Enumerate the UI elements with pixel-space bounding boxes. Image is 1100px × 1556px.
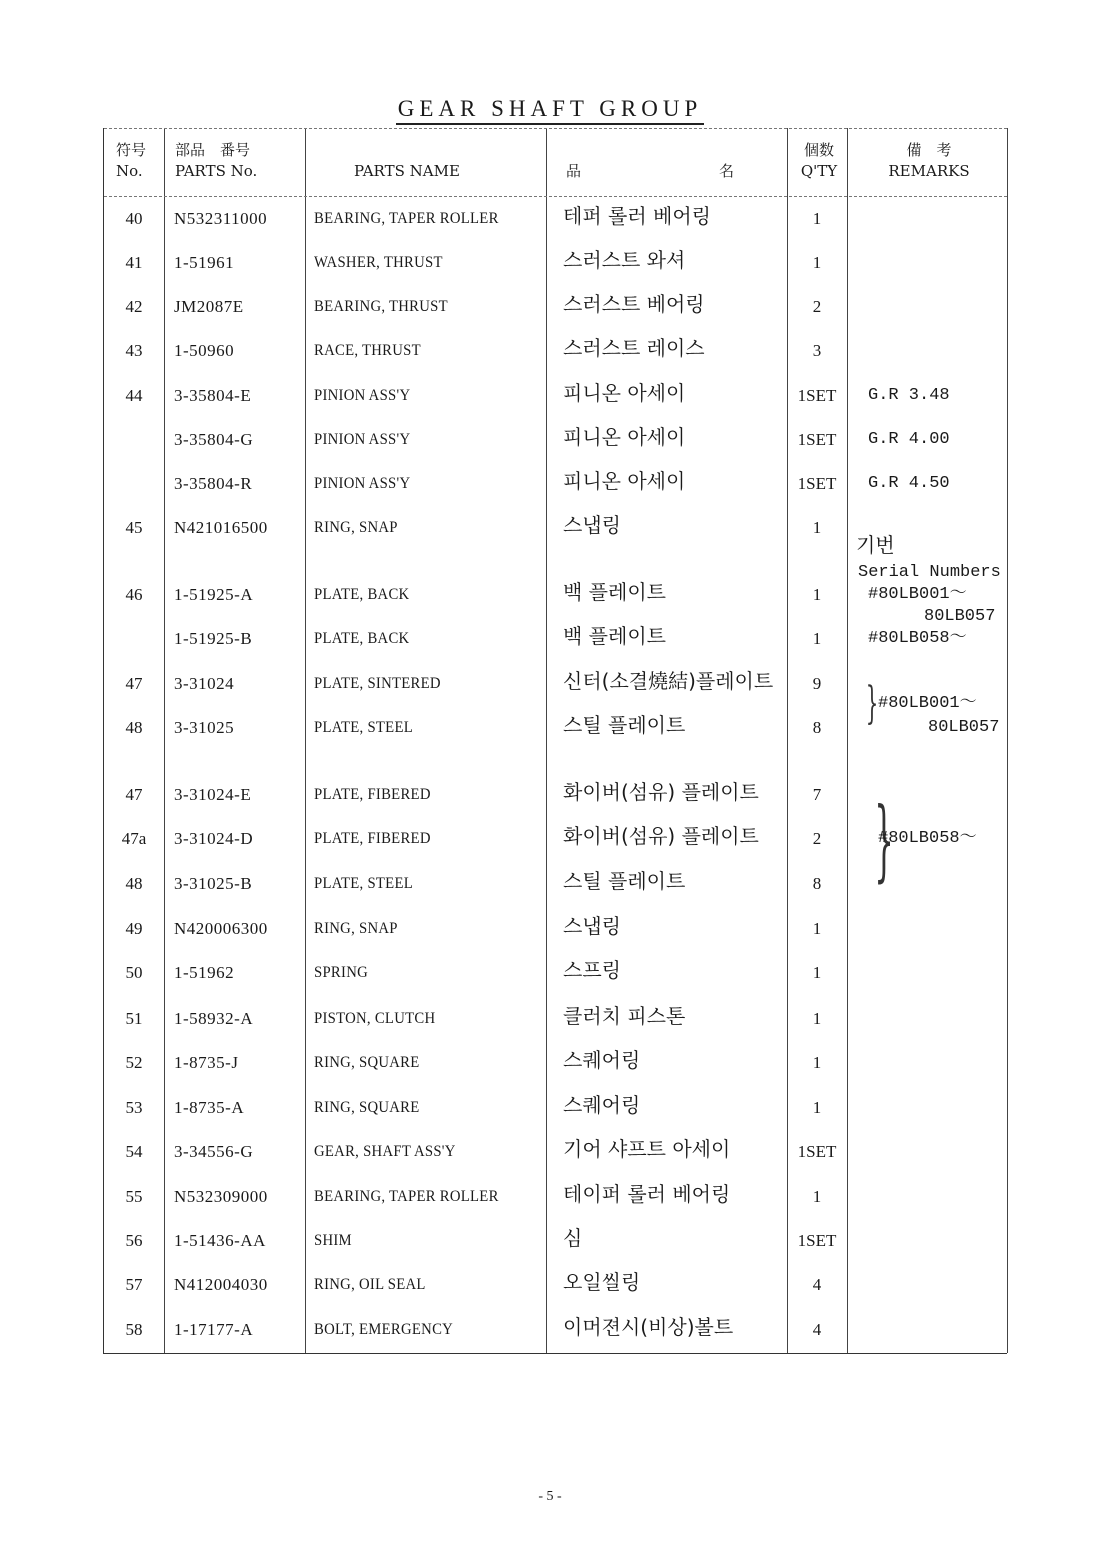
- parts-table: [103, 128, 1007, 1354]
- column-divider: [546, 128, 547, 1353]
- row-number: 53: [125, 1098, 143, 1117]
- part-name: BEARING, TAPER ROLLER: [314, 210, 499, 227]
- part-name: PINION ASS'Y: [314, 387, 411, 404]
- part-name: RING, SNAP: [314, 920, 398, 937]
- korean-name: 스러스트 와셔: [563, 248, 686, 272]
- quantity: 1: [812, 209, 822, 228]
- part-number: 1-51962: [174, 963, 235, 982]
- remark-group2: #80LB058～: [878, 829, 977, 848]
- part-number: 3-31024-D: [174, 829, 254, 848]
- part-number: 1-51961: [174, 253, 235, 272]
- korean-name: 스러스트 베어링: [563, 292, 705, 316]
- header-parts-no: 部品 番号 PARTS No.: [175, 141, 258, 180]
- part-number: 1-51925-B: [174, 629, 253, 648]
- part-name: PLATE, BACK: [314, 630, 410, 647]
- part-name: PLATE, STEEL: [314, 875, 413, 892]
- part-name: BEARING, TAPER ROLLER: [314, 1188, 499, 1205]
- part-name: WASHER, THRUST: [314, 254, 443, 271]
- column-divider: [1007, 128, 1008, 1353]
- row-number: 52: [125, 1053, 143, 1072]
- korean-name: 피니온 아세이: [563, 425, 686, 449]
- korean-name: 테이퍼 롤러 베어링: [563, 1182, 731, 1206]
- quantity: 1SET: [797, 1142, 837, 1161]
- row-number: 43: [125, 341, 143, 360]
- remark: G.R 4.00: [868, 430, 950, 449]
- part-name: BOLT, EMERGENCY: [314, 1321, 454, 1338]
- korean-name: 스러스트 레이스: [563, 336, 705, 360]
- remark: #80LB001～: [868, 585, 967, 604]
- part-number: 3-31025-B: [174, 874, 253, 893]
- part-number: 1-8735-A: [174, 1098, 245, 1117]
- korean-name: 심: [563, 1226, 583, 1250]
- part-name: RING, OIL SEAL: [314, 1276, 426, 1293]
- part-number: N532311000: [174, 209, 268, 228]
- brace-group1: }: [865, 678, 879, 729]
- row-number: 46: [125, 585, 143, 604]
- row-number: 49: [125, 919, 143, 938]
- part-name: PLATE, FIBERED: [314, 830, 431, 847]
- part-number: 1-50960: [174, 341, 235, 360]
- header-korean-name-2: 名: [719, 162, 735, 180]
- quantity: 8: [812, 874, 822, 893]
- part-name: BEARING, THRUST: [314, 298, 448, 315]
- part-name: RACE, THRUST: [314, 342, 421, 359]
- quantity: 1: [812, 1053, 822, 1072]
- part-number: 1-51925-A: [174, 585, 254, 604]
- part-number: 3-35804-R: [174, 474, 253, 493]
- part-number: 1-51436-AA: [174, 1231, 266, 1250]
- remark: G.R 3.48: [868, 386, 950, 405]
- row-number: 48: [125, 718, 143, 737]
- korean-name: 기어 샤프트 아세이: [563, 1137, 731, 1161]
- row-number: 41: [125, 253, 143, 272]
- quantity: 1: [812, 1187, 822, 1206]
- korean-name: 이머젼시(비상)볼트: [563, 1315, 734, 1339]
- header-qty: 個数 Q'TY: [800, 141, 838, 180]
- row-number: 47: [125, 785, 143, 804]
- part-name: PLATE, SINTERED: [314, 675, 441, 692]
- part-number: N532309000: [174, 1187, 268, 1206]
- quantity: 4: [812, 1275, 822, 1294]
- part-number: 3-31024-E: [174, 785, 252, 804]
- quantity: 1: [812, 963, 822, 982]
- quantity: 1: [812, 919, 822, 938]
- brace-group2: }: [874, 788, 894, 891]
- part-name: PINION ASS'Y: [314, 431, 411, 448]
- quantity: 3: [812, 341, 822, 360]
- korean-name: 화이버(섬유) 플레이트: [563, 824, 759, 848]
- quantity: 1: [812, 629, 822, 648]
- part-name: PINION ASS'Y: [314, 475, 411, 492]
- quantity: 1SET: [797, 386, 837, 405]
- row-number: 48: [125, 874, 143, 893]
- korean-name: 테퍼 롤러 베어링: [563, 204, 711, 228]
- row-number: 47: [125, 674, 143, 693]
- remark: #80LB058～: [868, 629, 967, 648]
- quantity: 7: [812, 785, 822, 804]
- row-number: 45: [125, 518, 143, 537]
- part-number: 3-34556-G: [174, 1142, 254, 1161]
- row-number: 55: [125, 1187, 143, 1206]
- quantity: 1: [812, 585, 822, 604]
- part-name: RING, SQUARE: [314, 1054, 420, 1071]
- part-name: RING, SQUARE: [314, 1099, 420, 1116]
- row-number: 51: [125, 1009, 143, 1028]
- part-name: SHIM: [314, 1232, 352, 1249]
- part-name: GEAR, SHAFT ASS'Y: [314, 1143, 456, 1160]
- part-name: PLATE, STEEL: [314, 719, 413, 736]
- part-number: N421016500: [174, 518, 268, 537]
- korean-name: 피니온 아세이: [563, 469, 686, 493]
- korean-name: 화이버(섬유) 플레이트: [563, 780, 759, 804]
- part-number: 3-35804-G: [174, 430, 254, 449]
- part-name: RING, SNAP: [314, 519, 398, 536]
- korean-name: 스퀘어링: [563, 1048, 641, 1072]
- row-number: 44: [125, 386, 143, 405]
- part-number: JM2087E: [174, 297, 244, 316]
- row-number: 57: [125, 1275, 143, 1294]
- part-number: 1-17177-A: [174, 1320, 254, 1339]
- quantity: 1: [812, 518, 822, 537]
- row-number: 54: [125, 1142, 143, 1161]
- remark: G.R 4.50: [868, 474, 950, 493]
- remark-group1-from: #80LB001～: [878, 694, 977, 713]
- korean-name: 백 플레이트: [563, 580, 666, 604]
- row-number: 58: [125, 1320, 143, 1339]
- quantity: 9: [812, 674, 822, 693]
- korean-name: 스틸 플레이트: [563, 869, 686, 893]
- header-parts-name: PARTS NAME: [354, 162, 460, 180]
- header-top-line: [104, 128, 1007, 129]
- column-divider: [305, 128, 306, 1353]
- korean-name: 스냅링: [563, 914, 621, 938]
- part-number: 1-8735-J: [174, 1053, 239, 1072]
- korean-name: 스틸 플레이트: [563, 713, 686, 737]
- row-number: 47a: [121, 829, 147, 848]
- page-title: GEAR SHAFT GROUP: [0, 96, 1100, 122]
- remark-group1-to: 80LB057: [928, 718, 1000, 737]
- quantity: 1SET: [797, 1231, 837, 1250]
- part-name: PLATE, BACK: [314, 586, 410, 603]
- korean-name: 클러치 피스톤: [563, 1004, 686, 1028]
- row-number: 50: [125, 963, 143, 982]
- header-bottom-line: [104, 196, 1007, 197]
- quantity: 8: [812, 718, 822, 737]
- row-number: 56: [125, 1231, 143, 1250]
- header-no: 符号 No.: [116, 141, 147, 180]
- part-name: PLATE, FIBERED: [314, 786, 431, 803]
- part-number: 3-35804-E: [174, 386, 252, 405]
- korean-name: 피니온 아세이: [563, 381, 686, 405]
- remark-serial-to: 80LB057: [924, 607, 996, 626]
- part-name: SPRING: [314, 964, 369, 981]
- quantity: 1SET: [797, 474, 837, 493]
- part-number: 3-31024: [174, 674, 235, 693]
- korean-name: 스프링: [563, 958, 621, 982]
- row-number: 42: [125, 297, 143, 316]
- part-number: 1-58932-A: [174, 1009, 254, 1028]
- korean-name: 신터(소결燒結)플레이트: [563, 669, 774, 693]
- header-korean-name: 品: [566, 162, 582, 180]
- korean-name: 백 플레이트: [563, 624, 666, 648]
- quantity: 1: [812, 1009, 822, 1028]
- row-number: 40: [125, 209, 143, 228]
- quantity: 1SET: [797, 430, 837, 449]
- quantity: 2: [812, 829, 822, 848]
- quantity: 1: [812, 253, 822, 272]
- remark-serial-numbers: Serial Numbers: [858, 563, 1001, 582]
- korean-name: 스냅링: [563, 513, 621, 537]
- quantity: 4: [812, 1320, 822, 1339]
- column-divider: [164, 128, 165, 1353]
- header-remarks: 備 考 REMARKS: [888, 141, 970, 180]
- page-number: - 5 -: [538, 1489, 562, 1504]
- part-number: N412004030: [174, 1275, 268, 1294]
- quantity: 1: [812, 1098, 822, 1117]
- part-name: PISTON, CLUTCH: [314, 1010, 436, 1027]
- column-divider: [847, 128, 848, 1353]
- part-number: 3-31025: [174, 718, 235, 737]
- quantity: 2: [812, 297, 822, 316]
- remark-kiban: 기번: [856, 533, 895, 557]
- korean-name: 스퀘어링: [563, 1093, 641, 1117]
- korean-name: 오일씰링: [563, 1270, 641, 1294]
- part-number: N420006300: [174, 919, 268, 938]
